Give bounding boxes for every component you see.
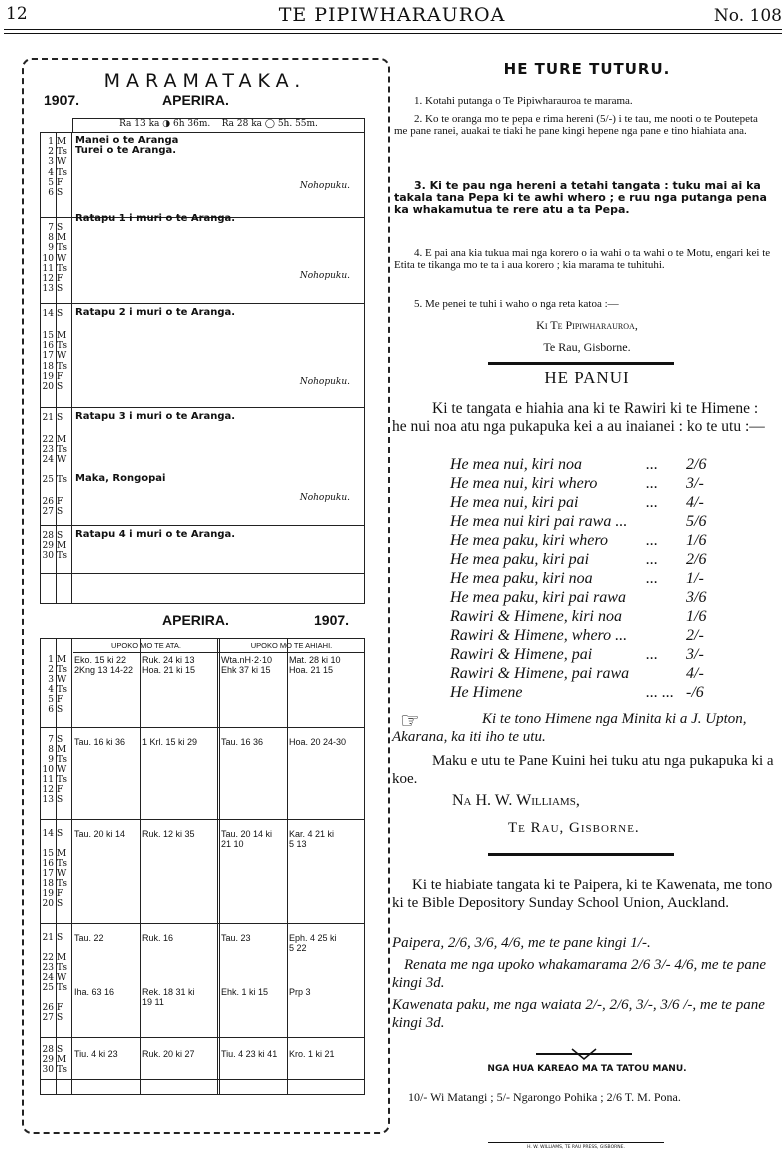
price-row — [450, 589, 750, 608]
price-item: He mea paku, kiri pai — [450, 551, 590, 568]
grid-hline — [41, 727, 364, 728]
day-letter: W — [57, 869, 67, 879]
day-letter: W — [57, 351, 67, 362]
panui-heading: HE PANUI — [544, 368, 630, 387]
grid-vline — [140, 639, 141, 1094]
head-morning: UPOKO MO TE ATA. — [110, 641, 181, 650]
reading-cell: Wta.nH·2·10 — [221, 655, 273, 665]
day-number: 6 — [48, 188, 54, 198]
reading-cell: Kro. 1 ki 21 — [289, 1049, 335, 1059]
panui-intro: Ki te tangata e hiahia ana ki te Rawiri ki te Himene : he nui noa atu nga pukapuka kei a au inaianei : ko te utu :— — [392, 400, 765, 435]
newspaper-title: TE PIPIWHARAUROA — [278, 4, 506, 26]
day-letter: Ts — [57, 1065, 67, 1075]
price-row — [450, 646, 750, 665]
price-dots: ... ... — [646, 684, 674, 701]
day-letter: S — [57, 1045, 64, 1055]
price-row — [450, 551, 750, 570]
day-letter: Ts — [57, 167, 67, 178]
day-number: 2 — [48, 665, 54, 675]
price-dots: ... — [646, 532, 658, 549]
day-letter: W — [57, 253, 67, 264]
nohopuku-label: Nohopuku. — [299, 377, 350, 387]
reading-cell: Tau. 20 ki 14 — [74, 829, 126, 839]
day-number: 20 — [42, 899, 54, 909]
price-item: He mea paku, kiri whero — [450, 532, 609, 549]
price-value: 3/- — [686, 646, 704, 663]
bible-line-1: Paipera, 2/6, 3/6, 4/6, me te pane kingi 1/-. — [392, 935, 651, 951]
reading-cell: Tau. 16 ki 36 — [74, 737, 126, 747]
day-number: 13 — [42, 284, 54, 295]
day-letter: F — [57, 497, 64, 507]
day-letter: F — [57, 371, 64, 382]
day-number: 20 — [42, 382, 54, 392]
reading-cell: Tau. 23 — [221, 933, 251, 943]
day-letter: S — [57, 284, 64, 295]
day-number: 10 — [42, 253, 54, 264]
readings-year: 1907. — [314, 612, 350, 628]
day-letter: S — [57, 795, 64, 805]
day-number: 8 — [48, 745, 54, 755]
day-letter: Ts — [57, 551, 67, 561]
reading-cell: Ehk. 1 ki 15 — [221, 987, 269, 997]
day-number: 25 — [42, 983, 54, 993]
day-number: 29 — [42, 541, 54, 551]
day-letter: S — [57, 309, 64, 319]
day-letter: Ts — [57, 755, 67, 765]
grid-hline — [41, 1037, 364, 1038]
day-letter: W — [57, 157, 67, 168]
day-number: 27 — [42, 507, 54, 517]
reading-cell: 1 Krl. 15 ki 29 — [142, 737, 198, 747]
reading-cell: Eph. 4 25 ki — [289, 933, 337, 943]
grid-hline — [41, 819, 364, 820]
rules-heading: HE TURE TUTURU. — [503, 60, 671, 78]
signature-place: Te Rau, Gisborne. — [508, 820, 640, 836]
ornament-divider — [536, 1045, 632, 1057]
reading-cell: 5 22 — [289, 943, 307, 953]
grid-vline — [71, 639, 72, 1094]
calendar-event: Ratapu 3 i muri o te Aranga. — [75, 411, 236, 422]
day-number: 9 — [48, 755, 54, 765]
rule-4: 4. E pai ana kia tukua mai nga korero o ia wahi o ta wahi o te Motu, engari kei te Etita te tikanga mo te ta i aua korero ; kia marama te tuhituhi. — [394, 247, 771, 271]
day-number: 4 — [48, 167, 54, 178]
day-letter: Ts — [57, 879, 67, 889]
address-line-1: Ki Te Pipiwharauroa, — [536, 318, 638, 332]
price-dots: ... — [646, 475, 658, 492]
day-number: 26 — [42, 1003, 54, 1013]
price-dots: ... — [646, 646, 658, 663]
day-number: 22 — [42, 435, 54, 445]
day-letter: W — [57, 455, 67, 466]
issue-number: No. 108 — [713, 6, 782, 26]
price-dots: ... — [646, 570, 658, 587]
grid-hline — [41, 573, 364, 574]
reading-cell: 21 10 — [221, 839, 244, 849]
day-number: 24 — [42, 973, 54, 983]
calendar-event: Ratapu 1 i muri o te Aranga. — [75, 213, 236, 224]
price-value: -/6 — [686, 684, 704, 701]
signature-name: Na H. W. Williams, — [452, 792, 580, 809]
grid-vline — [56, 133, 57, 603]
price-row — [450, 608, 750, 627]
maku-note: Maku e utu te Pane Kuini hei tuku atu nga pukapuka ki a koe. — [392, 753, 774, 787]
section-rule-2 — [488, 853, 674, 856]
day-letter: Ts — [57, 147, 67, 158]
day-letter: Ts — [57, 963, 67, 973]
day-number: 6 — [48, 705, 54, 715]
day-number: 4 — [48, 685, 54, 695]
price-value: 1/6 — [686, 608, 707, 625]
price-row — [450, 665, 750, 684]
price-item: Rawiri & Himene, pai — [450, 646, 593, 663]
day-letter: Ts — [57, 361, 67, 372]
day-letter: Ts — [57, 665, 67, 675]
day-letter: Ts — [57, 445, 67, 456]
day-number: 21 — [42, 413, 54, 423]
price-row — [450, 494, 750, 513]
day-number: 30 — [42, 551, 54, 561]
readings-month: APERIRA. — [162, 612, 229, 628]
header-rule — [4, 29, 782, 30]
day-number: 8 — [48, 233, 54, 244]
price-value: 4/- — [686, 494, 704, 511]
readings-table — [40, 638, 365, 1095]
day-letter: Ts — [57, 983, 67, 993]
day-number: 28 — [42, 531, 54, 541]
price-value: 1/- — [686, 570, 704, 587]
day-letter: W — [57, 675, 67, 685]
reading-cell: 2Kng 13 14-22 — [74, 665, 134, 675]
day-number: 3 — [48, 157, 54, 168]
day-letter: M — [57, 233, 67, 244]
calendar-event: Turei o te Aranga. — [75, 145, 177, 156]
price-item: Rawiri & Himene, kiri noa — [450, 608, 622, 625]
reading-cell: Ruk. 12 ki 35 — [142, 829, 195, 839]
reading-cell: Mat. 28 ki 10 — [289, 655, 341, 665]
day-number: 19 — [42, 371, 54, 382]
address-line-2: Te Rau, Gisborne. — [543, 340, 631, 354]
grid-hline — [41, 303, 364, 304]
day-number: 23 — [42, 963, 54, 973]
day-number: 3 — [48, 675, 54, 685]
calendar-title: MARAMATAKA. — [103, 70, 307, 92]
day-number: 1 — [48, 655, 54, 665]
reading-cell: Tau. 22 — [74, 933, 104, 943]
day-letter: S — [57, 1013, 64, 1023]
day-number: 12 — [42, 785, 54, 795]
day-letter: M — [57, 745, 67, 755]
day-letter: F — [57, 1003, 64, 1013]
reading-cell: Iha. 63 16 — [74, 987, 115, 997]
calendar-year: 1907. — [44, 92, 80, 108]
price-row — [450, 627, 750, 646]
header-rule-thin — [4, 33, 782, 34]
bible-line-3: Kawenata paku, me nga waiata 2/-, 2/6, 3/-, 3/6 /-, me te pane kingi 3d. — [392, 997, 765, 1031]
day-number: 1 — [48, 137, 54, 147]
price-value: 1/6 — [686, 532, 707, 549]
day-letter: Ts — [57, 775, 67, 785]
calendar-event: Ratapu 4 i muri o te Aranga. — [75, 529, 236, 540]
calendar-grid — [40, 132, 365, 604]
day-number: 17 — [42, 869, 54, 879]
grid-hline — [41, 525, 364, 526]
reading-cell: Tiu. 4 23 ki 41 — [221, 1049, 278, 1059]
day-letter: Ts — [57, 243, 67, 254]
day-letter: M — [57, 849, 67, 859]
hand-note: Ki te tono Himene nga Minita ki a J. Upton, Akarana, ka iti iho te utu. — [392, 711, 747, 745]
day-number: 28 — [42, 1045, 54, 1055]
price-value: 5/6 — [686, 513, 707, 530]
grid-vline — [217, 639, 218, 1094]
grid-vline — [71, 133, 72, 603]
reading-cell: Hoa. 20 24-30 — [289, 737, 347, 747]
price-item: He mea nui kiri pai rawa ... — [450, 513, 628, 530]
day-number: 14 — [42, 309, 54, 319]
price-dots: ... — [646, 551, 658, 568]
rule-2: 2. Ko te oranga mo te pepa e rima hereni (5/-) i te tau, me nooti o te Poutepeta me pane ranei, auakai te tiaki he pane kingi hepene nga pane e tino hiahiata ana. — [394, 113, 758, 137]
price-item: He mea nui, kiri noa — [450, 456, 582, 473]
grid-hline — [41, 923, 364, 924]
rule-1: 1. Kotahi putanga o Te Pipiwharauroa te marama. — [414, 95, 633, 107]
calendar-month: APERIRA. — [162, 92, 229, 108]
day-letter: S — [57, 188, 64, 198]
grid-hline — [41, 407, 364, 408]
nohopuku-label: Nohopuku. — [299, 181, 350, 191]
day-number: 14 — [42, 829, 54, 839]
price-value: 3/- — [686, 475, 704, 492]
nohopuku-label: Nohopuku. — [299, 271, 350, 281]
day-number: 30 — [42, 1065, 54, 1075]
rule-5: 5. Me penei te tuhi i waho o nga reta katoa :— — [414, 298, 619, 310]
price-value: 2/- — [686, 627, 704, 644]
day-number: 21 — [42, 933, 54, 943]
donations-heading: NGA HUA KAREAO MA TA TATOU MANU. — [487, 1064, 687, 1074]
day-number: 11 — [42, 263, 54, 274]
day-letter: Ts — [57, 475, 67, 485]
day-number: 5 — [48, 695, 54, 705]
day-number: 10 — [42, 765, 54, 775]
day-letter: M — [57, 655, 67, 665]
moon-phase-row — [72, 118, 365, 133]
price-row — [450, 475, 750, 494]
price-value: 3/6 — [686, 589, 707, 606]
reading-cell: Ruk. 24 ki 13 — [142, 655, 195, 665]
day-letter: M — [57, 331, 67, 341]
day-number: 26 — [42, 497, 54, 507]
day-letter: S — [57, 507, 64, 517]
day-letter: M — [57, 435, 67, 445]
reading-cell: Eko. 15 ki 22 — [74, 655, 127, 665]
day-letter: W — [57, 765, 67, 775]
reading-cell: Tau. 20 14 ki — [221, 829, 273, 839]
price-item: He mea paku, kiri pai rawa — [450, 589, 626, 606]
price-item: He mea nui, kiri pai — [450, 494, 579, 511]
reading-cell: 5 13 — [289, 839, 307, 849]
day-number: 11 — [42, 775, 54, 785]
price-row — [450, 570, 750, 589]
day-letter: M — [57, 137, 67, 147]
day-number: 16 — [42, 341, 54, 352]
price-item: He mea paku, kiri noa — [450, 570, 593, 587]
price-item: Rawiri & Himene, whero ... — [450, 627, 628, 644]
day-letter: Ts — [57, 685, 67, 695]
price-value: 4/- — [686, 665, 704, 682]
day-number: 18 — [42, 361, 54, 372]
day-letter: M — [57, 541, 67, 551]
price-row — [450, 684, 750, 703]
day-number: 24 — [42, 455, 54, 466]
day-letter: F — [57, 274, 64, 284]
day-letter: S — [57, 933, 64, 943]
day-letter: S — [57, 382, 64, 392]
day-number: 22 — [42, 953, 54, 963]
reading-cell: Ruk. 20 ki 27 — [142, 1049, 195, 1059]
rule-3: 3. Ki te pau nga hereni a tetahi tangata : tuku mai ai ka takala tana Pepa ki te awhi whero ; e ruu nga putanga pena ka whakamutua te rere atu a ta Pepa. — [394, 179, 767, 216]
day-number: 9 — [48, 243, 54, 254]
calendar-event: Ratapu 2 i muri o te Aranga. — [75, 307, 236, 318]
day-number: 23 — [42, 445, 54, 456]
day-letter: S — [57, 413, 64, 423]
moon-phase-right: Ra 28 ka ◯ 5h. 55m. — [221, 119, 318, 129]
price-row — [450, 513, 750, 532]
day-number: 25 — [42, 475, 54, 485]
day-letter: Ts — [57, 263, 67, 274]
price-row — [450, 532, 750, 551]
price-dots: ... — [646, 456, 658, 473]
reading-cell: Prp 3 — [289, 987, 311, 997]
pointing-hand-icon: ☞ — [400, 708, 420, 733]
day-letter: W — [57, 973, 67, 983]
reading-cell: Kar. 4 21 ki — [289, 829, 335, 839]
day-number: 13 — [42, 795, 54, 805]
price-value: 2/6 — [686, 551, 707, 568]
grid-vline — [219, 639, 220, 1094]
bible-line-2: Renata me nga upoko whakamarama 2/6 3/- 4/6, me te pane kingi 3d. — [392, 957, 767, 991]
day-letter: S — [57, 705, 64, 715]
bible-intro: Ki te hiabiate tangata ki te Paipera, ki te Kawenata, me tono ki te Bible Depository Sunday School Union, Auckland. — [392, 877, 773, 911]
day-number: 18 — [42, 879, 54, 889]
reading-cell: Rek. 18 31 ki — [142, 987, 195, 997]
day-letter: F — [57, 889, 64, 899]
page-number: 12 — [6, 4, 28, 24]
price-row — [450, 456, 750, 475]
grid-hline — [41, 1079, 364, 1080]
day-number: 15 — [42, 849, 54, 859]
day-letter: F — [57, 695, 64, 705]
price-item: Rawiri & Himene, pai rawa — [450, 665, 630, 682]
reading-cell: 19 11 — [142, 997, 164, 1007]
day-number: 5 — [48, 177, 54, 188]
day-letter: Ts — [57, 859, 67, 869]
reading-cell: Tau. 16 36 — [221, 737, 264, 747]
calendar-event: Maka, Rongopai — [75, 473, 166, 484]
section-rule — [488, 362, 674, 365]
day-number: 16 — [42, 859, 54, 869]
moon-phase-left: Ra 13 ka ◑ 6h 36m. — [119, 119, 211, 129]
price-item: He mea nui, kiri whero — [450, 475, 598, 492]
head-evening: UPOKO MO TE AHIAHI. — [250, 641, 333, 650]
reading-cell: Ehk 37 ki 15 — [221, 665, 271, 675]
price-value: 2/6 — [686, 456, 707, 473]
day-number: 15 — [42, 331, 54, 341]
day-number: 7 — [48, 735, 54, 745]
day-letter: M — [57, 953, 67, 963]
day-number: 27 — [42, 1013, 54, 1023]
day-letter: S — [57, 829, 64, 839]
price-dots: ... — [646, 494, 658, 511]
day-letter: S — [57, 899, 64, 909]
calendar-event: Manei o te Aranga — [75, 135, 179, 146]
reading-cell: Ruk. 16 — [142, 933, 174, 943]
day-letter: S — [57, 531, 64, 541]
printer-imprint: H. W. WILLIAMS, TE RAU PRESS, GISBORNE. — [527, 1145, 625, 1150]
day-letter: S — [57, 223, 64, 233]
reading-cell: Hoa. 21 ki 15 — [142, 665, 196, 675]
day-letter: F — [57, 177, 64, 188]
day-number: 2 — [48, 147, 54, 158]
day-number: 29 — [42, 1055, 54, 1065]
reading-cell: Hoa. 21 15 — [289, 665, 334, 675]
day-number: 19 — [42, 889, 54, 899]
price-item: He Himene — [450, 684, 523, 701]
nohopuku-label: Nohopuku. — [299, 493, 350, 503]
day-number: 7 — [48, 223, 54, 233]
day-letter: F — [57, 785, 64, 795]
day-letter: Ts — [57, 341, 67, 352]
day-letter: M — [57, 1055, 67, 1065]
day-letter: S — [57, 735, 64, 745]
imprint-rule — [488, 1142, 664, 1143]
reading-cell: Tiu. 4 ki 23 — [74, 1049, 118, 1059]
donations-list: 10/- Wi Matangi ; 5/- Ngarongo Pohika ; 2/6 T. M. Pona. — [408, 1090, 681, 1104]
day-number: 17 — [42, 351, 54, 362]
day-number: 12 — [42, 274, 54, 284]
grid-vline — [287, 639, 288, 1094]
